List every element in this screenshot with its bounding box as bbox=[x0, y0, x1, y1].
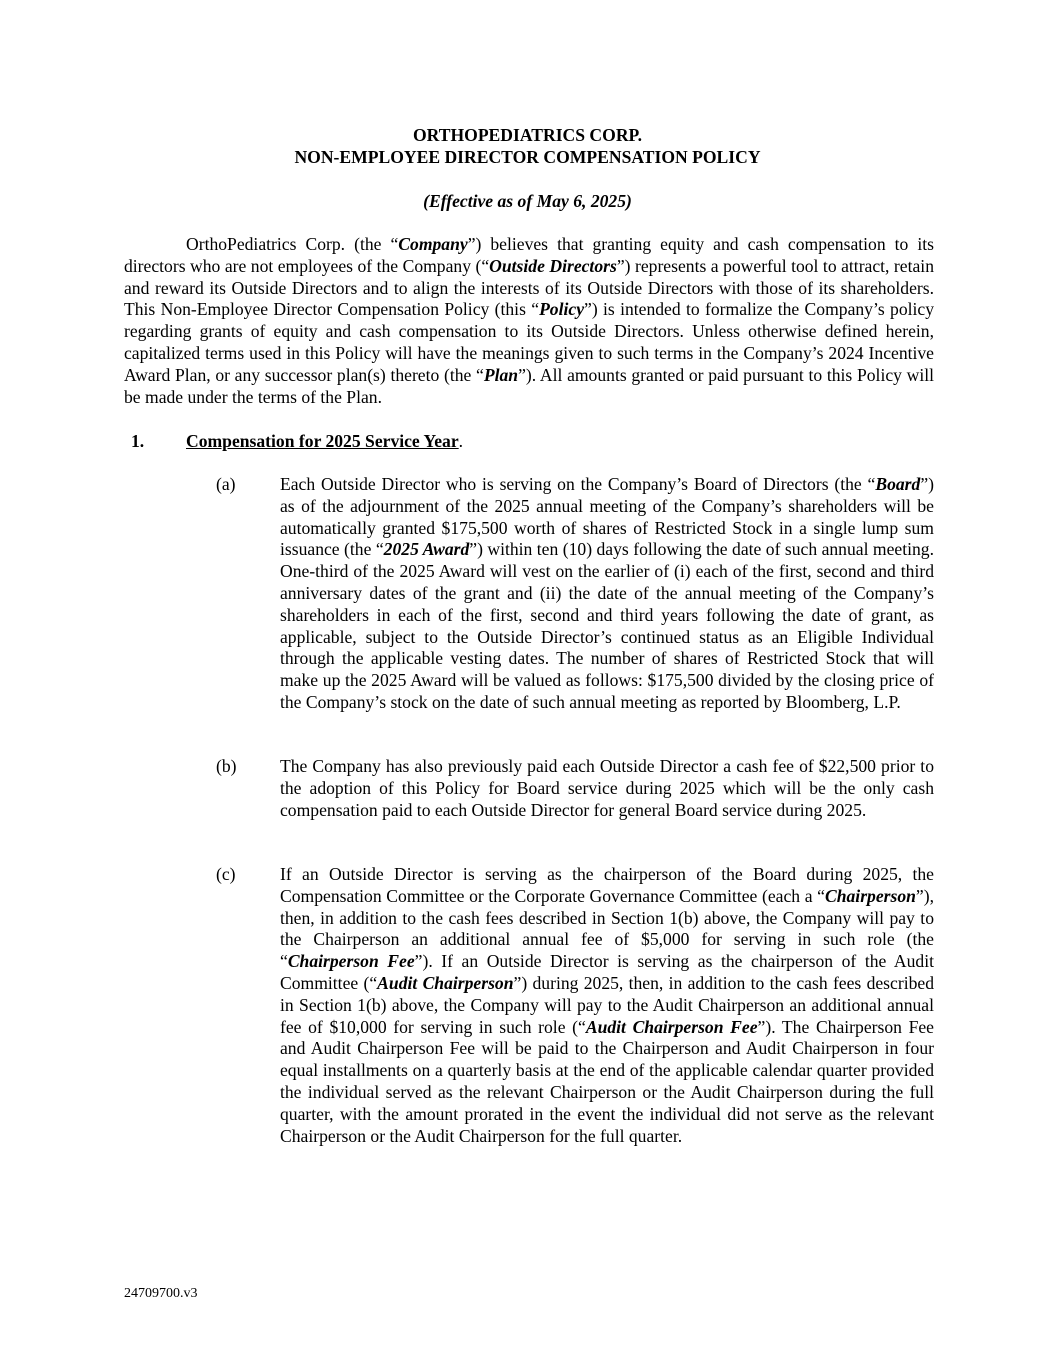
section-title: Compensation for 2025 Service Year bbox=[186, 431, 459, 451]
defined-term-audit-chairperson: Audit Chairperson bbox=[377, 972, 514, 993]
section-1-heading: 1. Compensation for 2025 Service Year. bbox=[131, 431, 464, 451]
paragraph-text: The Company has also previously paid each Outside Director a cash fee of $22,500 prior to the adoption of this Policy for Board service during 2025 which will be the only cash compensation paid to each Outside Director for general Board service during 2025. bbox=[280, 756, 934, 820]
intro-paragraph: OrthoPediatrics Corp. (the “Company”) believes that granting equity and cash compensation to its directors who are not employees of the Company (“Outside Directors”) represents a powerful tool to attract, retain and reward its Outside Directors and to align the interests of its Outside Directors with those of its shareholders. This Non-Employee Director Compensation Policy (this “Policy”) is intended to formalize the Company’s policy regarding grants of equity and cash compensation to its Outside Directors. Unless otherwise defined herein, capitalized terms used in this Policy will have the meanings given to such terms in the Company’s 2024 Incentive Award Plan, or any successor plan(s) thereto (the “Plan”). All amounts granted or paid pursuant to this Policy will be made under the terms of the Plan. bbox=[124, 234, 935, 407]
effective-date: (Effective as of May 6, 2025) bbox=[423, 191, 632, 211]
defined-term-chairperson: Chairperson bbox=[824, 885, 916, 906]
defined-term-chairperson-fee: Chairperson Fee bbox=[287, 951, 415, 972]
defined-term-audit-chairperson-fee: Audit Chairperson Fee bbox=[585, 1016, 758, 1037]
paragraph-b bbox=[216, 756, 934, 821]
defined-term-plan: Plan bbox=[483, 364, 519, 385]
paragraph-text: If an Outside Director is serving as the chairperson of the Board during 2025, the Compensation Committee or the Corporate Governance Committee (each a “Chairperson”), then, in addition to the cash fees described in Section 1(b) above, the Company will pay to the Chairperson an additional annual fee of $5,000 for serving in such role (the “Chairperson Fee”). If an Outside Director is serving as the chairperson of the Audit Committee (“Audit Chairperson”) during 2025, then, in addition to the cash fees described in Section 1(b) above, the Company will pay to the Audit Chairperson an additional annual fee of $10,000 for serving in such role (“Audit Chairperson Fee”). The Chairperson Fee and Audit Chairperson Fee will be paid to the Chairperson and Audit Chairperson in four equal installments on a quarterly basis at the end of the applicable calendar quarter provided the individual served as the relevant Chairperson or the Audit Chairperson during the full quarter, with the amount prorated in the event the individual did not serve as the relevant Chairperson or the Audit Chairperson for the full quarter. bbox=[280, 864, 934, 1146]
paragraph-label: (c) bbox=[216, 864, 236, 884]
defined-term-board: Board bbox=[875, 474, 921, 494]
paragraph-c bbox=[216, 864, 934, 1147]
paragraph-text: Each Outside Director who is serving on the Company’s Board of Directors (the “Board”) as of the adjournment of the 2025 annual meeting of the Company’s shareholders will be automatically granted $175,500 worth of shares of Restricted Stock in a single lump sum issuance (the “2025 Award”) within ten (10) days following the date of such annual meeting. One-third of the 2025 Award will vest on the earlier of (i) each of the first, second and third anniversary dates of the grant and (ii) the date of the annual meeting of the Company’s shareholders in each of the first, second and third years following the date of grant, as applicable, subject to the Outside Director’s continued status as an Eligible Individual through the applicable vesting dates. The number of shares of Restricted Stock that will make up the 2025 Award will be valued as follows: $175,500 divided by the closing price of the Company’s stock on the date of such annual meeting as reported by Bloomberg, L.P. bbox=[280, 474, 934, 712]
defined-term-company: Company bbox=[398, 234, 468, 254]
defined-term-outside-directors: Outside Directors bbox=[489, 255, 617, 276]
document-title bbox=[124, 125, 931, 169]
company-name: ORTHOPEDIATRICS CORP. bbox=[412, 125, 643, 145]
paragraph-label: (b) bbox=[216, 756, 237, 776]
defined-term-2025-award: 2025 Award bbox=[383, 539, 470, 560]
defined-term-policy: Policy bbox=[539, 299, 585, 320]
paragraph-a bbox=[216, 474, 934, 714]
document-id: 24709700.v3 bbox=[124, 1286, 198, 1301]
section-number: 1. bbox=[131, 431, 145, 451]
paragraph-label: (a) bbox=[216, 474, 236, 494]
policy-title: NON-EMPLOYEE DIRECTOR COMPENSATION POLICY bbox=[294, 146, 761, 167]
